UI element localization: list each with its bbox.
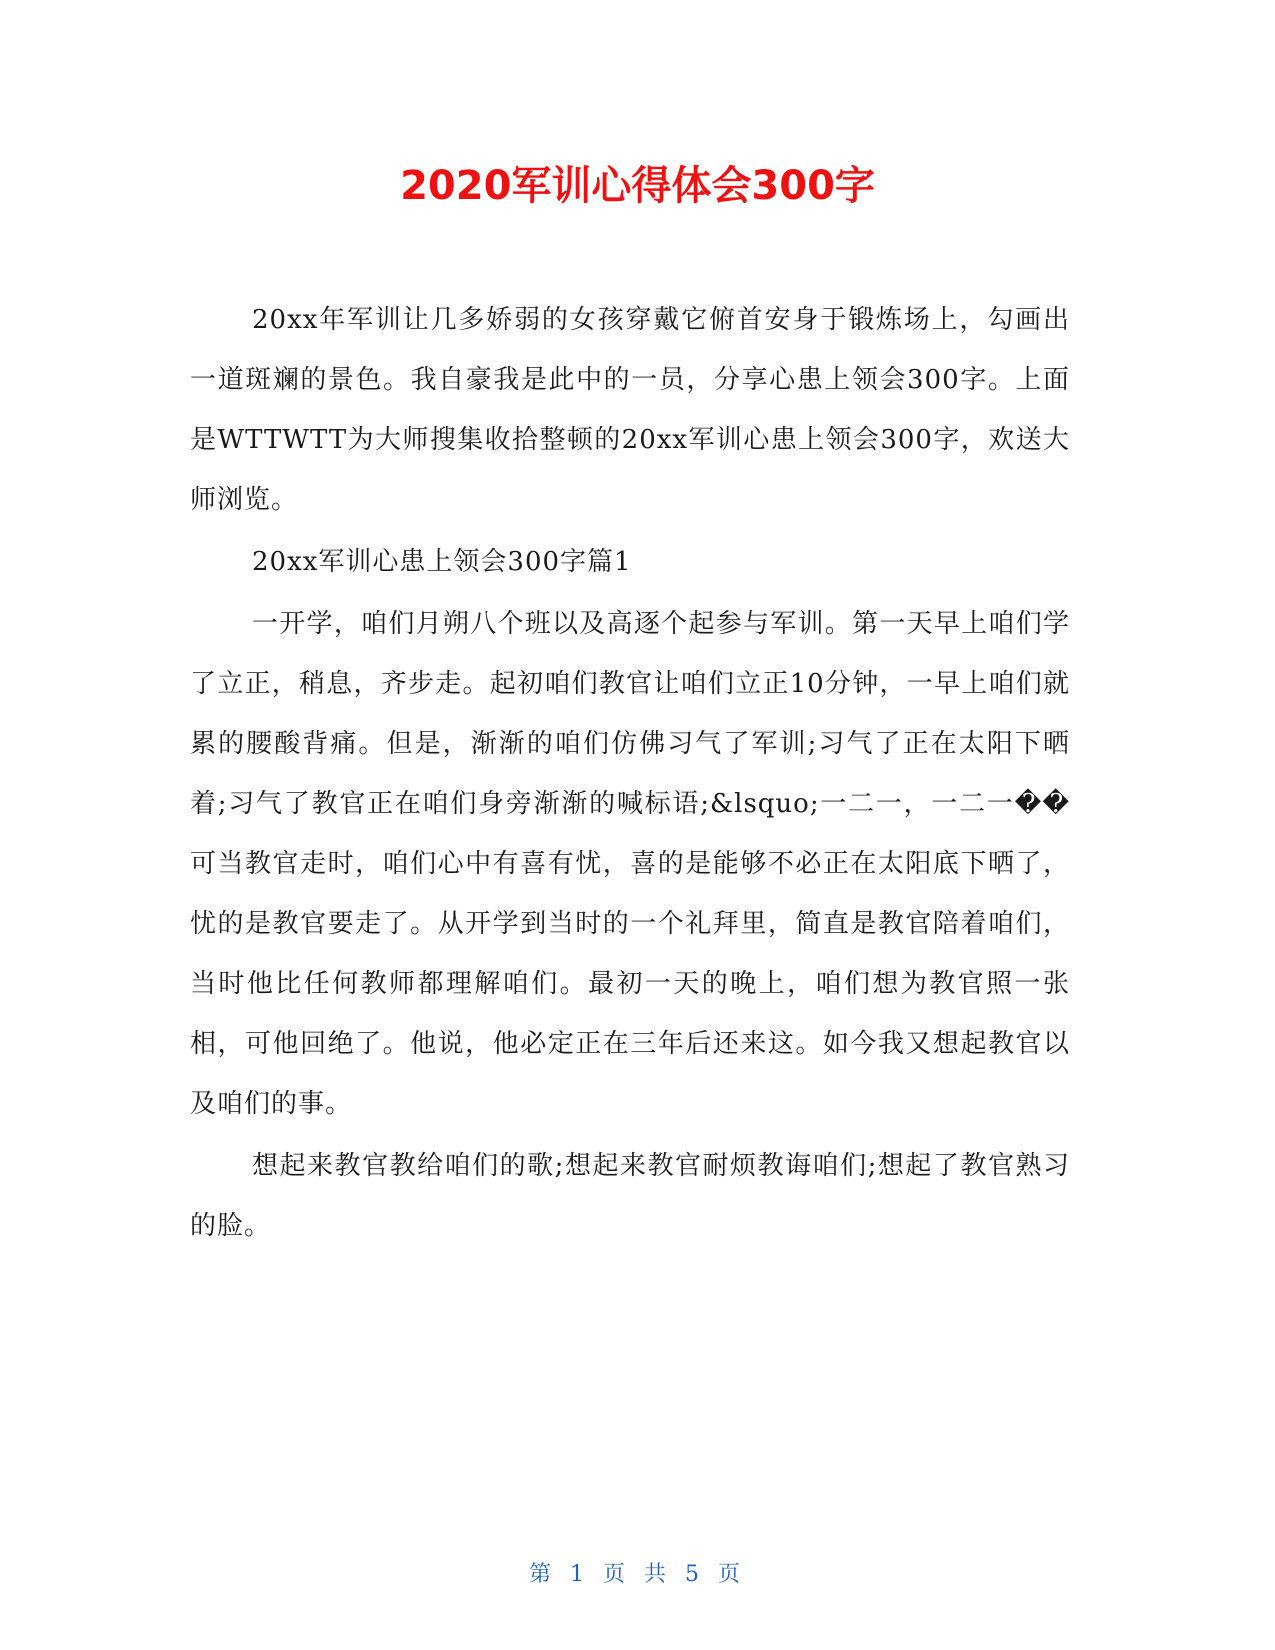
intro-paragraph: 20xx年军训让几多娇弱的女孩穿戴它俯首安身于锻炼场上，勾画出一道斑斓的景色。我自豪我是此中的一员，分享心患上领会300字。上面是WTTWTT为大师搜集收拾整顿的20xx军训心患上领会300字，欢送大师浏览。 <box>190 305 1070 515</box>
closing-paragraph: 想起来教官教给咱们的歌;想起来教官耐烦教诲咱们;想起了教官熟习的脸。 <box>190 1151 1070 1241</box>
document-title: 2020军训心得体会300字 <box>400 163 875 209</box>
section-heading: 20xx军训心患上领会300字篇1 <box>252 547 632 577</box>
body-paragraph: 一开学，咱们月朔八个班以及高逐个起参与军训。第一天早上咱们学了立正，稍息，齐步走。起初咱们教官让咱们立正10分钟，一早上咱们就累的腰酸背痛。但是，渐渐的咱们仿佛习气了军训;习气了正在太阳下晒着;习气了教官正在咱们身旁渐渐的喊标语;&lsquo;一二一，一二一��可当教官走时，咱们心中有喜有忧，喜的是能够不必正在太阳底下晒了，忧的是教官要走了。从开学到当时的一个礼拜里，简直是教官陪着咱们，当时他比任何教师都理解咱们。最初一天的晚上，咱们想为教官照一张相，可他回绝了。他说，他必定正在三年后还来这。如今我又想起教官以及咱们的事。 <box>190 609 1070 1119</box>
page-footer: 第 1 页 共 5 页 <box>529 1562 746 1587</box>
document-body <box>190 290 1070 1258</box>
